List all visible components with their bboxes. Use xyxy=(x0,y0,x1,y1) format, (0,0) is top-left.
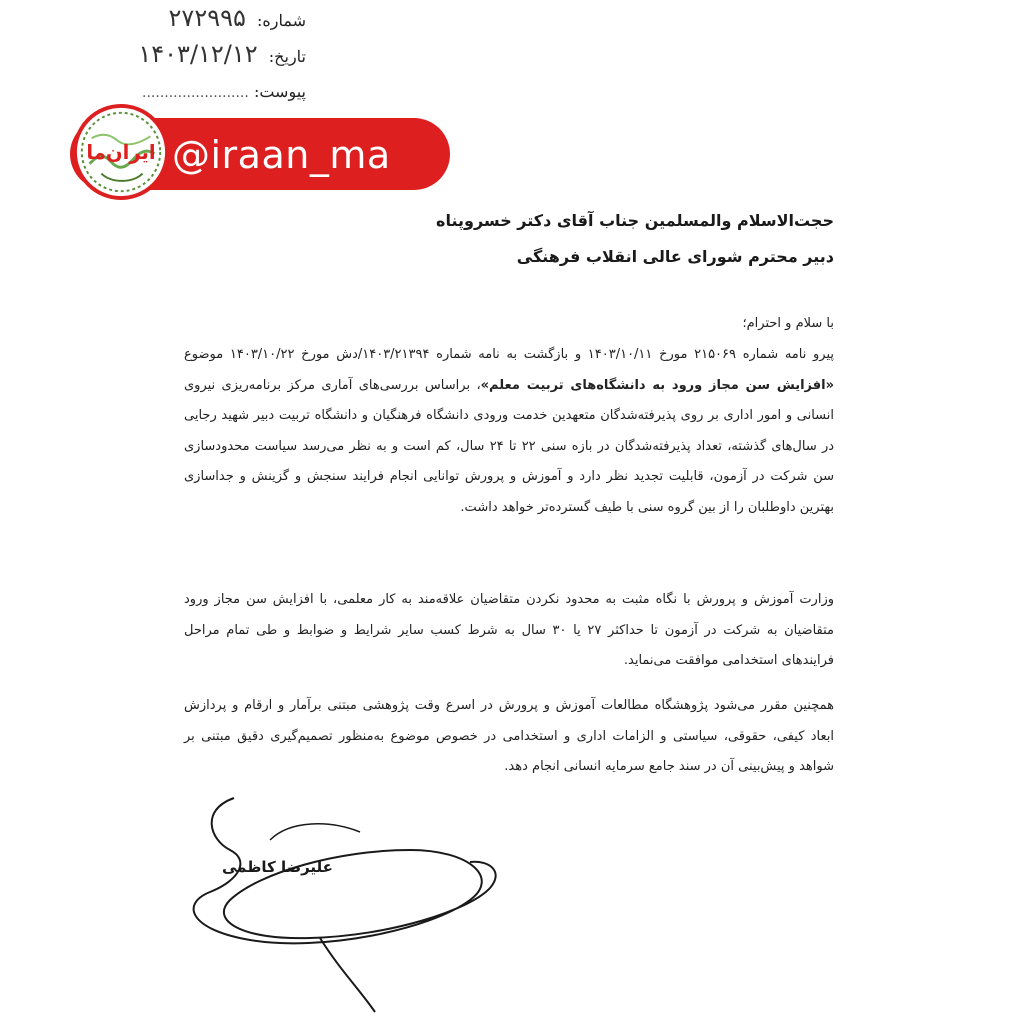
letter-attachment-label: پیوست: xyxy=(253,82,306,101)
addressee-name: حجت‌الاسلام والمسلمین جناب آقای دکتر خسروپناه xyxy=(436,211,834,230)
letter-number-label: شماره: xyxy=(256,11,306,30)
paragraph-2: وزارت آموزش و پرورش با نگاه مثبت به محدود نکردن متقاضیان علاقه‌مند به کار معلمی، با افزایش سن مجاز ورود متقاضیان به شرکت در آزمون تا حداکثر ۲۷ یا ۳۰ سال به شرط کسب سایر شرایط و ضوابط و طی تمام مراحل فرایندهای استخدامی موافقت می‌نماید. xyxy=(184,592,835,669)
paragraph-3: همچنین مقرر می‌شود پژوهشگاه مطالعات آموزش و پرورش در اسرع وقت پژوهشی مبتنی برآمار و ارقام و پردازش ابعاد کیفی، حقوقی، سیاستی و الزامات اداری و استخدامی در خصوص موضوع به‌منظور تصمیم‌گیری دقیق مبتنی بر شواهد و پیش‌بینی آن در سند جامع سرمایه انسانی انجام دهد. xyxy=(184,698,834,775)
signer-name: علیرضا کاظمی xyxy=(222,858,333,876)
addressee-title: دبیر محترم شورای عالی انقلاب فرهنگی xyxy=(516,247,834,266)
letter-date-label: تاریخ: xyxy=(268,47,306,66)
greeting: با سلام و احترام؛ xyxy=(742,316,834,331)
watermark-handle: @iraan_ma xyxy=(172,133,391,177)
paragraph-1 xyxy=(184,340,834,524)
letter-number xyxy=(169,4,306,32)
logo-text: ایران‌ما xyxy=(86,140,156,164)
paragraph-1-part-a: پیرو نامه شماره ۲۱۵۰۶۹ مورخ ۱۴۰۳/۱۰/۱۱ و بازگشت به نامه شماره ۱۴۰۳/۲۱۳۹۴/دش مورخ ۱۴۰۳/۱۰/۲۲ موضوع xyxy=(184,347,835,362)
letter-date xyxy=(138,40,306,68)
handwritten-signature-icon xyxy=(170,780,600,1020)
letter-number-value: ۲۷۲۹۹۵ xyxy=(168,4,246,32)
paragraph-1-subject: «افزایش سن مجاز ورود به دانشگاه‌های تربیت معلم» xyxy=(480,377,835,393)
iraan-ma-logo-icon xyxy=(72,103,170,201)
letter-attachment xyxy=(142,82,306,101)
letter-attachment-value: ........................ xyxy=(142,85,249,101)
paragraph-1-part-b: ، براساس بررسی‌های آماری مرکز برنامه‌ریزی نیروی انسانی و امور اداری بر روی پذیرفته‌شدگان متعهدین خدمت ورودی دانشگاه فرهنگیان و دانشگاه تربیت دبیر شهید رجایی در سال‌های گذشته، تعداد پذیرفته‌شدگان در بازه سنی ۲۲ تا ۲۴ سال، کم است و به نظر می‌رسد سیاست محدودسازی سن شرکت در آزمون، قابلیت تجدید نظر دارد و آموزش و پرورش توانایی انجام فرایند سنجش و گزینش و جداسازی بهترین داوطلبان را از بین گروه سنی با طیف گسترده‌تر خواهد داشت. xyxy=(184,377,835,515)
letter-date-value: ۱۴۰۳/۱۲/۱۲ xyxy=(138,40,258,68)
